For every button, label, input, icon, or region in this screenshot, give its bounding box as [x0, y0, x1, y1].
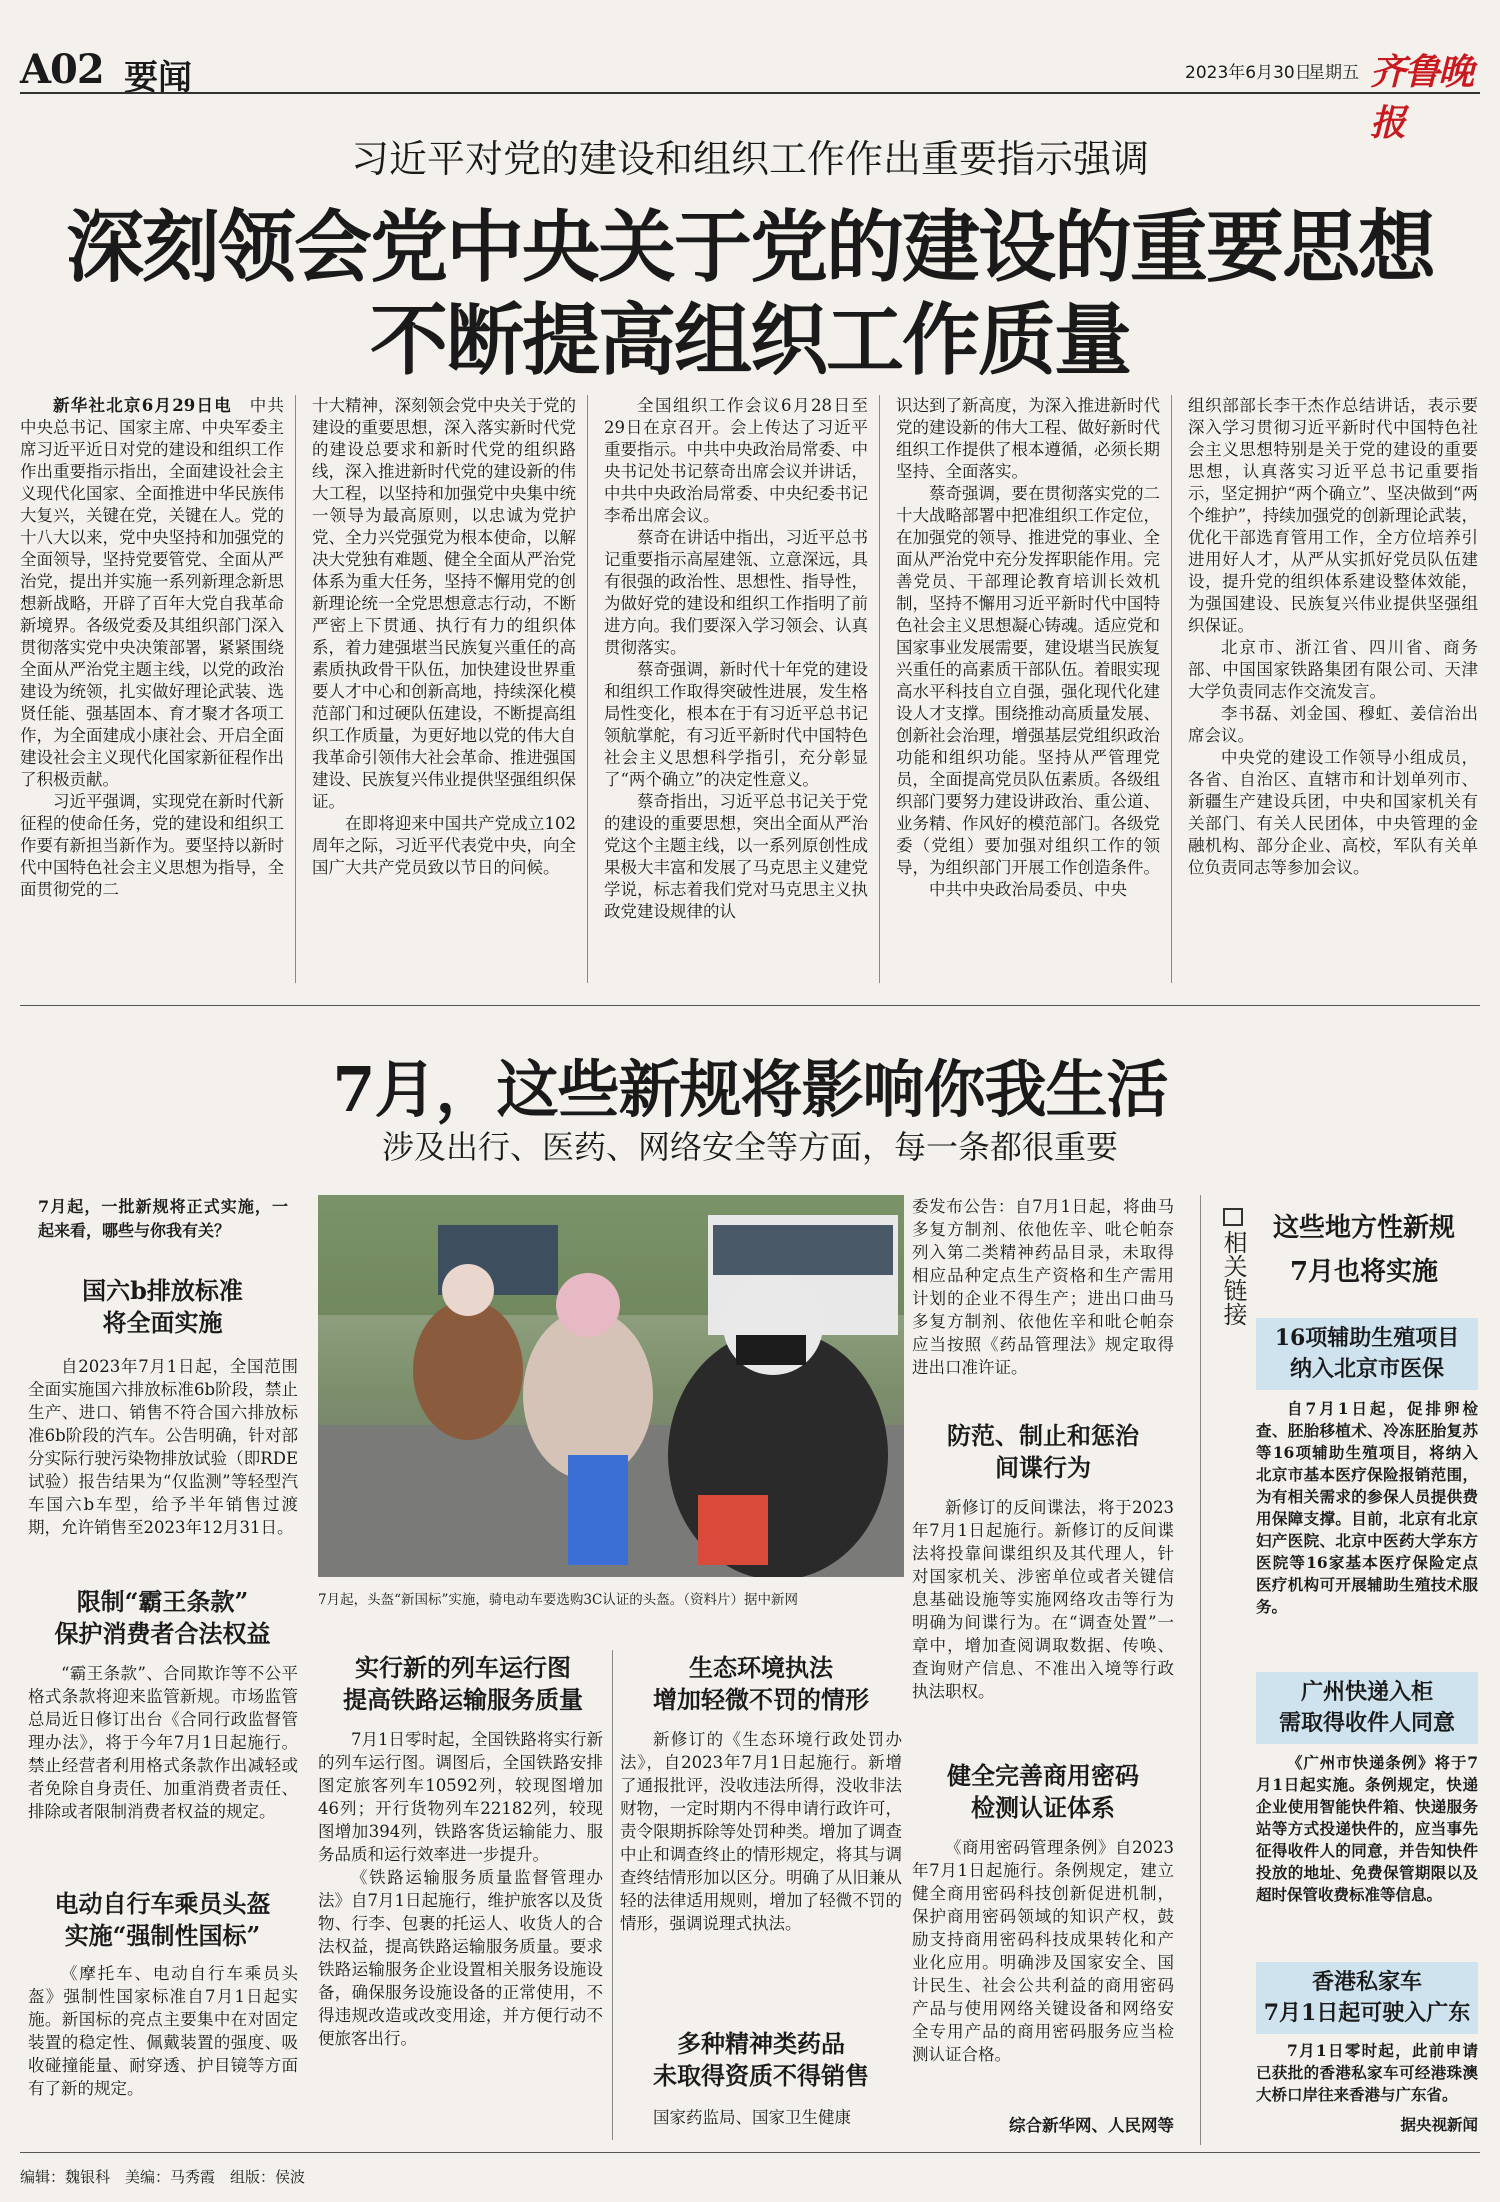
- feature-subtitle: 涉及出行、医药、网络安全等方面，每一条都很重要: [381, 1128, 1118, 1166]
- subhead-emission: 国六b排放标准 将全面实施: [82, 1276, 243, 1337]
- lead-paragraph: 中共中央政治局委员、中央: [929, 880, 1127, 899]
- column-divider: [587, 395, 588, 983]
- feature-title: 7月，这些新规将影响你我生活: [332, 1053, 1168, 1126]
- lead-column-1: [20, 395, 284, 983]
- sidebar-title: 这些地方性新规 7月也将实施: [1272, 1213, 1455, 1287]
- lead-column-4: [896, 395, 1160, 983]
- dateline: 新华社北京6月29日电: [53, 396, 232, 415]
- section-rule: [20, 1005, 1480, 1006]
- footer-credits: 编辑：魏银科 美编：马秀霞 组版：侯波: [20, 2168, 306, 2186]
- body-ecology: 新修订的《生态环境行政处罚办法》，自2023年7月1日起施行。新增了通报批评，没收违法所得，没收非法财物，一定时期内不得申请行政许可，责令限期拆除等处罚种类。增加了调查中止和调查终止的情形规定，将其与调查终结情形加以区分。明确了从旧兼从轻的法律适用规则，增加了轻微不罚的情形，强调说理式执法。: [620, 1730, 902, 1933]
- lead-paragraph: 中共中央总书记、国家主席、中央军委主席习近平近日对党的建设和组织工作作出重要指示指出，全面建设社会主义现代化国家、全面推进中华民族伟大复兴，关键在党，关键在人。党的十八大以来，党中央坚持和加强党的全面领导，坚持党要管党、全面从严治党，提出并实施一系列新理念新思想新战略，开辟了百年大党自我革命新境界。各级党委及其组织部门深入贯彻落实党中央决策部署，紧紧围绕全面从严治党主题主线，以党的政治建设为统领，扎实做好理论武装、选贤任能、强基固本、育才聚才各项工作，为全面建成小康社会、开启全面建设社会主义现代化国家新征程作出了积极贡献。: [20, 396, 284, 789]
- lead-paragraph: 识达到了新高度，为深入推进新时代党的建设新的伟大工程、做好新时代组织工作提供了根本遵循，必须长期坚持、全面落实。: [896, 396, 1160, 481]
- masthead-logo: 齐鲁晚报: [1370, 51, 1473, 144]
- lead-paragraph: 李书磊、刘金国、穆虹、姜信治出席会议。: [1188, 704, 1478, 745]
- body-train: 7月1日零时起，全国铁路将实行新的列车运行图。调图后，全国铁路安排图定旅客列车10592列，较现图增加46列；开行货物列车22182列，较现图增加394列，铁路客货运输能力、服务品质和运行效率进一步提升。 《铁路运输服务质量监督管理办法》自7月1日起施行，维护旅客以及货物、行李、包裹的托运人、收货人的合法权益，提高铁路运输服务质量。要求铁路运输服务企业设置相关服务设施设备，确保服务设施设备的正常使用，不得违规改造或改变用途，并方便行动不便旅客出行。: [318, 1730, 603, 2048]
- related-box-icon: [1223, 1208, 1243, 1226]
- body-crypto: 《商用密码管理条例》自2023年7月1日起施行。条例规定，建立健全商用密码科技创新促进机制，保护商用密码领域的知识产权，鼓励支持商用密码科技成果转化和产业化应用。明确涉及国家安全、国计民生、社会公共利益的商用密码产品与使用网络关键设备和网络安全专用产品的商用密码服务应当检测认证合格。: [912, 1838, 1174, 2064]
- section-name: 要闻: [124, 58, 192, 98]
- column-divider: [879, 395, 880, 983]
- subhead-ecology: 生态环境执法 增加轻微不罚的情形: [653, 1653, 869, 1714]
- sidebar-divider: [1200, 1195, 1201, 2145]
- sidebar-text-beijing: 自7月1日起，促排卵检查、胚胎移植术、冷冻胚胎复苏等16项辅助生殖项目，将纳入北京市基本医疗保险报销范围，为有相关需求的参保人员提供费用保障支撑。目前，北京有北京妇产医院、北京中医药大学东方医院等16家基本医疗保险定点医疗机构可开展辅助生殖技术服务。: [1256, 1399, 1478, 1616]
- column-divider: [295, 395, 296, 983]
- subhead-train: 实行新的列车运行图 提高铁路运输服务质量: [343, 1653, 583, 1714]
- lead-paragraph: 十大精神，深刻领会党中央关于党的建设的重要思想，深入落实新时代党的建设总要求和新时代党的组织路线，深入推进新时代党的建设新的伟大工程，以坚持和加强党中央集中统一领导为最高原则，以忠诚为党护党、全力兴党强党为根本使命，以解决大党独有难题、健全全面从严治党体系为重大任务，坚持不懈用党的创新理论统一全党思想意志行动，不断严密上下贯通、执行有力的组织体系，着力建强堪当民族复兴重任的高素质执政骨干队伍，加快建设世界重要人才中心和创新高地，持续深化模范部门和过硬队伍建设，不断提高组织工作质量，为更好地以党的伟大自我革命引领伟大社会革命、推进强国建设、民族复兴伟业提供坚强组织保证。: [312, 396, 576, 811]
- page-code: A02: [20, 46, 104, 93]
- lead-title-line-1: 深刻领会党中央关于党的建设的重要思想: [65, 202, 1434, 293]
- subhead-helmet: 电动自行车乘员头盔 实施“强制性国标”: [54, 1889, 271, 1950]
- lead-paragraph: 蔡奇强调，要在贯彻落实党的二十大战略部署中把准组织工作定位，在加强党的领导、推进党的事业、全面从严治党中充分发挥职能作用。完善党员、干部理论教育培训长效机制，坚持不懈用习近平新时代中国特色社会主义思想凝心铸魂。适应党和国家事业发展需要，建设堪当民族复兴重任的高素质干部队伍。着眼实现高水平科技自立自强，强化现代化建设人才支撑。围绕推动高质量发展、创新社会治理，增强基层党组织政治功能和组织功能。坚持从严管理党员，全面提高党员队伍素质。各级组织部门要努力建设讲政治、重公道、业务精、作风好的模范部门。各级党委（党组）要加强对组织工作的领导，为组织部门开展工作创造条件。: [896, 484, 1160, 877]
- lead-paragraph: 习近平强调，实现党在新时代新征程的使命任务，党的建设和组织工作要有新担当新作为。要坚持以新时代中国特色社会主义思想为指导，全面贯彻党的二: [20, 792, 284, 899]
- subhead-espionage: 防范、制止和惩治 间谍行为: [947, 1421, 1139, 1482]
- body-helmet: 《摩托车、电动自行车乘员头盔》强制性国家标准自7月1日起实施。新国标的亮点主要集中在对固定装置的稳定性、佩戴装置的强度、吸收碰撞能量、耐穿透、护目镜等方面有了新的规定。: [28, 1964, 298, 2098]
- body-psychotropic-cont: 委发布公告：自7月1日起，将曲马多复方制剂、依他佐辛、吡仑帕奈列入第二类精神药品目录，未取得相应品种定点生产资格和生产需用计划的企业不得生产；进出口曲马多复方制剂、依他佐辛和吡仑帕奈应当按照《药品管理法》规定取得进出口准许证。: [912, 1197, 1174, 1377]
- lead-paragraph: 北京市、浙江省、四川省、商务部、中国国家铁路集团有限公司、天津大学负责同志作交流发言。: [1188, 638, 1478, 701]
- lead-kicker: 习近平对党的建设和组织工作作出重要指示强调: [350, 137, 1149, 181]
- lead-paragraph: 组织部部长李干杰作总结讲话，表示要深入学习贯彻习近平新时代中国特色社会主义思想特别是关于党的建设的重要思想，认真落实习近平总书记重要指示，坚定拥护“两个确立”、坚决做到“两个维护”，持续加强党的创新理论武装，优化干部选育管用工作，全方位培养引进用好人才，从严从实抓好党员队伍建设，提升党的组织体系建设整体效能，为强国建设、民族复兴伟业提供坚强组织保证。: [1188, 396, 1478, 635]
- column-divider: [1171, 395, 1172, 983]
- feature-intro: 7月起，一批新规将正式实施，一起来看，哪些与你我有关？: [38, 1197, 288, 1240]
- lead-paragraph: 蔡奇在讲话中指出，习近平总书记重要指示高屋建瓴、立意深远，具有很强的政治性、思想性、指导性，为做好党的建设和组织工作指明了前进方向。我们要深入学习领会、认真贯彻落实。: [604, 528, 868, 657]
- footer-rule: [20, 2152, 1480, 2153]
- lead-title-line-2: 不断提高组织工作质量: [369, 295, 1130, 386]
- body-emission: 自2023年7月1日起，全国范围全面实施国六排放标准6b阶段，禁止生产、进口、销售不符合国六排放标准6b阶段的汽车。公告明确，针对部分实际行驶污染物排放试验（即RDE试验）报告结果为“仅监测”等轻型汽车国六b车型，给予半年销售过渡期，允许销售至2023年12月31日。: [28, 1357, 298, 1537]
- body-unfair-terms: “霸王条款”、合同欺诈等不公平格式条款将迎来监管新规。市场监管总局近日修订出台《合同行政监督管理办法》，将于今年7月1日起施行。禁止经营者利用格式条款作出减轻或者免除自身责任、加重消费者责任、排除或者限制消费者权益的规定。: [28, 1664, 298, 1821]
- sidebar-text-hongkong: 7月1日零时起，此前申请已获批的香港私家车可经港珠澳大桥口岸往来香港与广东省。: [1256, 2041, 1478, 2104]
- subhead-crypto: 健全完善商用密码 检测认证体系: [947, 1761, 1139, 1822]
- lead-paragraph: 全国组织工作会议6月28日至29日在京召开。会上传达了习近平重要指示。中共中央政治局常委、中央书记处书记蔡奇出席会议并讲话，中共中央政治局常委、中央纪委书记李希出席会议。: [604, 396, 868, 525]
- lead-column-5: [1188, 395, 1478, 983]
- header-rule: [20, 92, 1480, 94]
- body-espionage: 新修订的反间谍法，将于2023年7月1日起施行。新修订的反间谍法将投靠间谍组织及其代理人，针对国家机关、涉密单位或者关键信息基础设施等实施网络攻击等行为明确为间谍行为。在“调查处置”一章中，增加查阅调取数据、传唤、查询财产信息、不准出入境等行政执法职权。: [912, 1498, 1174, 1701]
- related-links-label: 相关链接: [1218, 1208, 1248, 1326]
- lead-paragraph: 中央党的建设工作领导小组成员，各省、自治区、直辖市和计划单列市、新疆生产建设兵团，中央和国家机关有关部门、有关人民团体，中央管理的金融机构、部分企业、高校，军队有关单位负责同志等参加会议。: [1188, 748, 1478, 877]
- source-credit: 综合新华网、人民网等: [1009, 2116, 1174, 2135]
- lead-paragraph: 蔡奇强调，新时代十年党的建设和组织工作取得突破性进展，发生格局性变化，根本在于有习近平总书记领航掌舵，有习近平新时代中国特色社会主义思想科学指引，充分彰显了“两个确立”的决定性意义。: [604, 660, 868, 789]
- feature-photo: [318, 1195, 904, 1577]
- lead-paragraph: 蔡奇指出，习近平总书记关于党的建设的重要思想，突出全面从严治党这个主题主线，以一系列原创性成果极大丰富和发展了马克思主义建党学说，标志着我们党对马克思主义执政党建设规律的认: [604, 792, 868, 921]
- sidebar-box-guangzhou: 广州快递入柜 需取得收件人同意: [1256, 1672, 1478, 1744]
- subhead-unfair-terms: 限制“霸王条款” 保护消费者合法权益: [54, 1587, 271, 1648]
- issue-weekday: 星期五: [1308, 63, 1359, 83]
- issue-date: 2023年6月30日: [1185, 63, 1312, 83]
- sidebar-source: 据央视新闻: [1400, 2115, 1478, 2134]
- subhead-psychotropic: 多种精神类药品 未取得资质不得销售: [653, 2029, 869, 2090]
- body-psychotropic: 国家药监局、国家卫生健康: [653, 2108, 851, 2127]
- lead-column-3: [604, 395, 868, 983]
- scooter-riders-photo: [318, 1195, 904, 1577]
- column-divider: [612, 1650, 613, 2140]
- photo-caption: 7月起，头盔“新国标”实施，骑电动车要选购3C认证的头盔。（资料片）据中新网: [318, 1592, 799, 1608]
- sidebar-text-guangzhou: 《广州市快递条例》将于7月1日起实施。条例规定，快递企业使用智能快件箱、快递服务站等方式投递快件的，应当事先征得收件人的同意，并告知快件投放的地址、免费保管期限以及超时保管收费标准等信息。: [1256, 1753, 1478, 1904]
- lead-column-2: [312, 395, 576, 983]
- sidebar-box-beijing: 16项辅助生殖项目 纳入北京市医保: [1256, 1318, 1478, 1390]
- sidebar-box-hongkong: 香港私家车 7月1日起可驶入广东: [1256, 1962, 1478, 2034]
- lead-paragraph: 在即将迎来中国共产党成立102周年之际，习近平代表党中央，向全国广大共产党员致以节日的问候。: [312, 814, 576, 877]
